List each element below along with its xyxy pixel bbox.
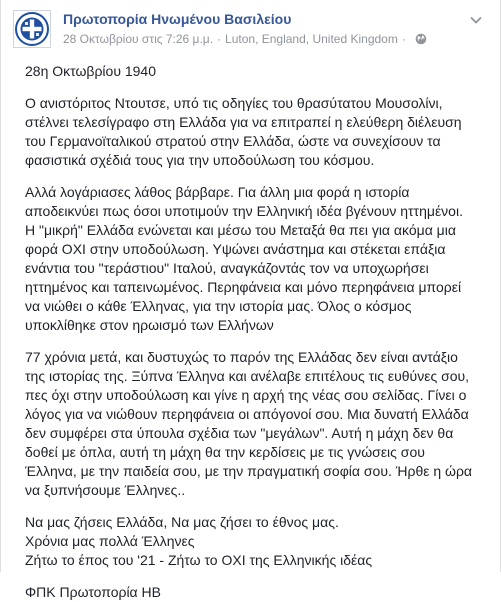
text-line: Αλλά λογάριασες λάθος βάρβαρε. Για άλλη μια φορά η ιστορία [25,184,410,200]
date-line: 28η Οκτωβρίου 1940 [25,63,157,79]
text-line: στέλνει τελεσίγραφο στη Ελλάδα για να επιτραπεί η ελεύθερη διέλευση [25,114,462,130]
text-line: να ξυπνήσουμε Έλληνες.. [25,482,186,498]
text-line: Η "μικρή" Ελλάδα ενώνεται και μέσω του Μεταξά θα πει για ακόμα μια [25,222,456,238]
text-line: Έλληνα, με την παιδεία σου, με την πραγματική σοφία σου. Ήρθε η ώρα [25,463,473,479]
text-line: φασιστικά σχέδιά τους για την υποδούλωση του κόσμου. [25,152,375,168]
text-line: φορά ΟΧΙ στην υποδούλωση. Υψώνει ανάστημα και στέκεται επάξια [25,241,446,257]
text-line: ηττημένος και ταπεινωμένος. Περηφάνεια και μόνο περηφάνεια μπορεί [25,279,462,295]
post-header [1,0,500,58]
text-line: λόγος για να νιώθουν περηφάνεια οι απόγονοί σου. Μια δυνατή Ελλάδα [25,406,469,422]
text-line: υποκλίθηκε στον ηρωισμό των Ελλήνων [25,317,274,333]
post-location[interactable]: Luton, England, United Kingdom [225,32,398,46]
paragraph-3 [25,348,495,500]
meta-separator-2: · [401,32,406,46]
text-line: δοθεί με όπλα, αυτή τη μάχη θα την κερδίσεις με τις γνώσεις σου [25,444,425,460]
text-line: πες όχι στην υποδούλωση και γίνε η αρχή της νέας σου σελίδας. Γίνει ο [25,387,467,403]
page-avatar[interactable] [13,10,51,48]
text-line: δεν συμφέρει στα ύπουλα σχέδια των "μεγάλων". Αυτή η μάχη δεν θα [25,425,454,441]
post-meta [63,32,427,46]
post-text [25,62,495,602]
text-line: Να μας ζήσεις Ελλάδα, Να μας ζήσει το έθνος μας. [25,514,339,530]
text-line: του Γερμανοϊταλικού στρατού στην Ελλάδα, ώστε να συνεχίσουν τα [25,133,441,149]
signature: ΦΠΚ Πρωτοπορία ΗΒ [25,584,161,600]
text-line: ενάντια του "τεράστιου" Ιταλού, αναγκάζοντάς τον να υποχωρήσει [25,260,429,276]
text-line: της ιστορίας της. Ξύπνα Έλληνα και ανέλαβε επιτέλους τις ευθύνες σου, [25,368,470,384]
meta-separator: · [217,32,222,46]
text-line: Χρόνια μας πολλά Έλληνες [25,533,195,549]
paragraph-1 [25,94,495,170]
text-line: αποδεικνύει πως όσοι υποτιμούν την Ελληνική ιδέα βγένουν ηττημένοι. [25,203,463,219]
chevron-down-icon[interactable] [466,10,486,30]
greek-flag-logo-icon [15,12,49,46]
paragraph-4 [25,513,495,570]
page-name-link[interactable]: Πρωτοπορία Ηνωμένου Βασιλείου [63,11,292,27]
text-line: 77 χρόνια μετά, και δυστυχώς το παρόν της Ελλάδας δεν είναι αντάξιο [25,349,458,365]
paragraph-2 [25,183,495,335]
text-line: να νιώθει ο κάθε Έλληνας, για την ιστορία μας. Όλος ο κόσμος [25,298,412,314]
text-line: Ο ανιστόριτος Ντουτσε, υπό τις οδηγίες του θρασύτατου Μουσολίνι, [25,95,443,111]
globe-icon[interactable] [415,33,427,45]
post-timestamp[interactable]: 28 Οκτωβρίου στις 7:26 μ.μ. [63,32,214,46]
text-line: Ζήτω το έπος του '21 - Ζήτω το ΟΧΙ της Ελληνικής ιδέας [25,552,373,568]
